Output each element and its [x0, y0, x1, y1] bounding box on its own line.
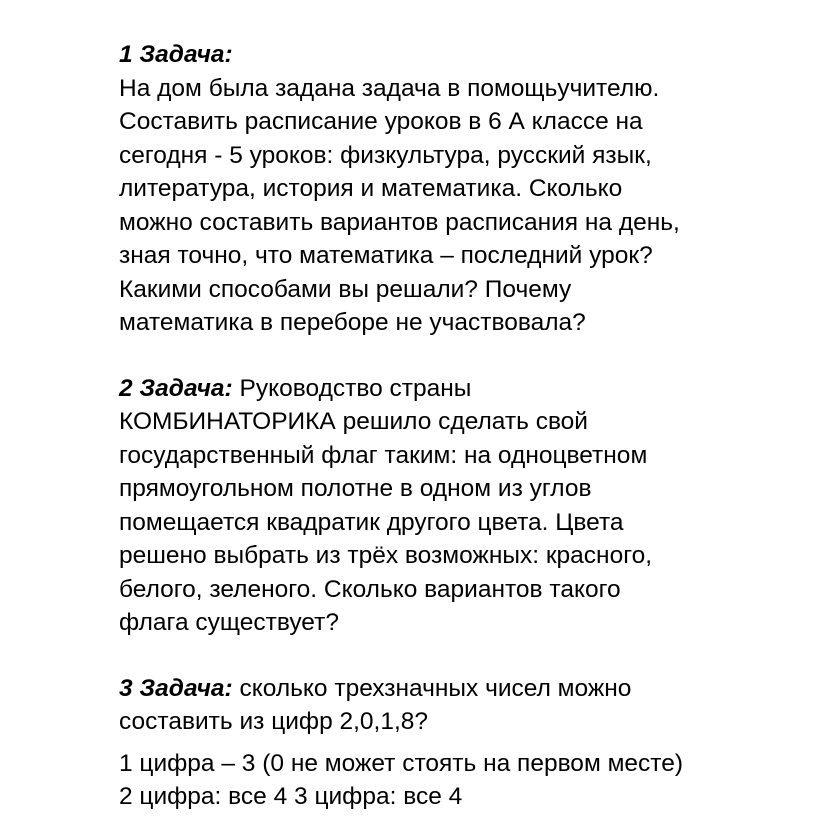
task-3 [119, 672, 799, 814]
task-2-line: помещается квадратик другого цвета. Цвета [119, 508, 624, 536]
task-1-line: можно составить вариантов расписания на день, [119, 208, 680, 236]
task-1-line: литература, история и математика. Сколько [119, 175, 623, 202]
task-1-title: 1 Задача: [119, 41, 233, 68]
task-3-answer-line: 1 цифра – 3 (0 не может стоять на первом месте) [119, 749, 684, 777]
task-1-title-line [119, 38, 799, 72]
task-2-line: белого, зеленого. Сколько вариантов такого [119, 575, 621, 603]
task-1-line: сегодня - 5 уроков: физкультура, русский язык, [119, 141, 652, 169]
task-2-title: 2 Задача: [119, 374, 233, 402]
task-1-line: математика в переборе не участвовала? [119, 309, 586, 336]
task-2-line: государственный флаг таким: на одноцветном [119, 441, 648, 469]
task-2-line: решено выбрать из трёх возможных: красного, [119, 542, 653, 569]
task-2-line: КОМБИНАТОРИКА решило сделать свой [119, 408, 588, 435]
task-3-line: составить из цифр 2,0,1,8? [119, 708, 429, 735]
task-2-line: прямоугольном полотне в одном из углов [119, 475, 592, 502]
task-2-title-line [119, 372, 799, 406]
task-3-answer-line: 2 цифра: все 4 3 цифра: все 4 [119, 783, 463, 810]
task-1-line: На дом была задана задача в помощьучителю. [119, 74, 660, 102]
task-3-title: 3 Задача: [119, 674, 233, 702]
task-3-title-line [119, 672, 799, 706]
task-1-line: зная точно, что математика – последний урок? [119, 242, 653, 269]
task-1 [119, 38, 799, 340]
task-2 [119, 372, 799, 640]
task-3-first-line: сколько трехзначных чисел можно [232, 674, 632, 702]
task-1-line: Какими способами вы решали? Почему [119, 275, 572, 303]
document-page [119, 38, 799, 814]
task-2-line: флага существует? [119, 609, 339, 636]
task-2-first-line: Руководство страны [232, 374, 472, 402]
task-3-answer [119, 747, 799, 814]
task-1-line: Составить расписание уроков в 6 А классе на [119, 108, 643, 135]
